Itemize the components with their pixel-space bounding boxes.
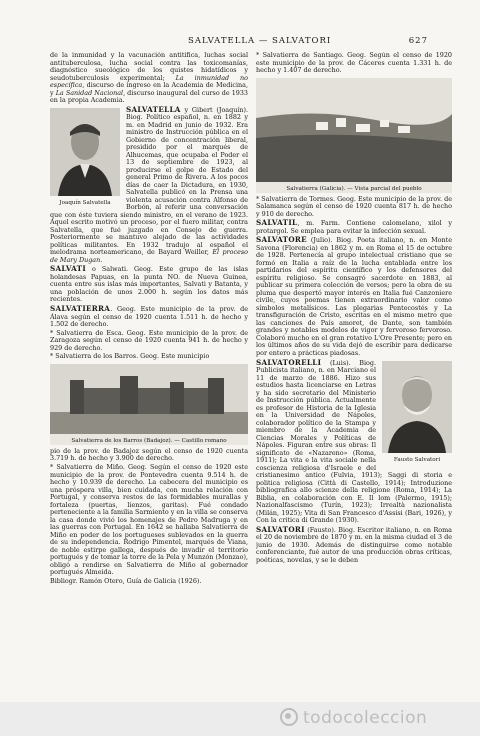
portrait-caption-right: Fausto Salvatori <box>393 457 441 464</box>
entry-text: . Geog. Este municipio de la prov. de Álava según el censo de 1920 cuenta 1.511 h. de hecho y 1.502 de derecho. <box>50 305 248 329</box>
entry-text: (Julio). Biog. Poeta italiano, n. en Monte Savona (Florencia) en 1862 y m. en Roma el 15 de octubre de 1928. Pertenecía al grupo intelectual cristiano que se formó en Italia a raíz de la lucha entablada entre los partidarios del espíritu científico y los defensores del espíritu religioso. Se consagró sacerdote en 1883, al publicar su primera colección de versos; pero la obra de su pluma que despertó mayor interés en Italia fué Canzoniere civile, cuyos poemas tienen extraordinario valor como símbolos metalísicos. Las plegarias Pentecostés y La transfiguración de Cristo, escritas en el mismo metro que las canciones de País amoret, de Dante, son también grandes y notables modelos de vigor y fervoroso fervoroso. Colaboró mucho en el gran rotativo L'Ore Presente; pero en los últimos años de su vida dejó de escribir para dedicarse por entero a prácticas piadosas. <box>256 236 452 357</box>
entry-salvatore <box>256 236 452 357</box>
headword: SALVATIL <box>256 218 298 228</box>
watermark-text: todocoleccion <box>303 708 428 728</box>
bibliography: Bibliogr. Ramón Otero, Guía de Galicia (1926). <box>50 576 202 585</box>
entry-salvatierra <box>50 305 248 329</box>
entry-barros-cont: pio de la prov. de Badajoz según el censo de 1920 cuenta 3.719 h. de hecho y 3.900 de derecho. <box>50 446 248 463</box>
village-caption: Salvatierra (Galicia). — Vista parcial del pueblo <box>286 186 422 192</box>
entry-salvati <box>50 265 248 304</box>
entry-salvatorelli <box>256 359 452 525</box>
village-figure <box>256 78 452 193</box>
headword: SALVATORELLI <box>256 357 322 367</box>
portrait-figure-right <box>382 361 452 464</box>
text: , discurso de ingreso en la Academia de Medicina, y <box>50 81 248 97</box>
village-photo <box>256 78 452 182</box>
watermark-logo-icon <box>280 708 298 726</box>
portrait-caption: Joaquín Salvatella <box>59 200 111 207</box>
entry-salvatierra-mino: * Salvatierra de Miño. Geog. Según el censo de 1920 este municipio de la prov. de Pontevedra cuenta 9.514 h. de hecho y 10.939 de derecho. La cabecera del municipio es una próspera villa, bien cuidada, con mucha relación con Portugal, y conserva restos de las formidables murallas y fortaleza (puertas, lienzos, garitas). Fué condado perteneciente a la familia Sarmiento y en la villa se conserva la casa donde vivió los homenajes de Pedro Madruga y en las guerras con Portugal. En 1642 se hallaba Salvatierra de Miño en poder de los portugueses sublevados en la guerra de su independencia. Rodrigo Pimentel, marqués de Viana, de noble estirpe gallega, después de invadir el territorio portugués y de tomar la torre de la Pela y Munzón (Monzao), obligó a rendirse en Salvatierra de Miño al gobernador portugués Almeida. <box>50 463 248 577</box>
italic-title: La Sanidad Nacional <box>55 88 124 97</box>
left-column <box>50 52 248 704</box>
entry-salvatierra-esca: * Salvatierra de Esca. Geog. Este municipio de la prov. de Zaragoza según el censo de 1920 cuenta 941 h. de hecho y 929 de derecho. <box>50 328 248 352</box>
page-number: 627 <box>408 36 428 46</box>
castle-caption: Salvatierra de los Barros (Badajoz). — Castillo romano <box>71 438 227 445</box>
entry-salvatori <box>256 526 452 565</box>
entry-salvatierra-tormes: * Salvatierra de Tormes. Geog. Este municipio de la prov. de Salamanca según el censo de 1920 cuenta 817 h. de hecho y 910 de derecho. <box>256 194 452 218</box>
headword: SALVATI <box>50 264 86 274</box>
portrait-photo-right <box>382 361 452 453</box>
entry-salvatella: Joaquín Salvatella SALVATELLA y Gibert (Joaquín). Biog. Político español, n. en 1882 y m. en Madrid en junio de 1932. Era ministro de Instrucción pública en el Gobierno de concentración liberal, presidido por el marqués de Alhucemas, que ocupaba el Poder el 13 de septiembre de 1923, al producirse el golpe de Estado del general Primo de Rivera. A los pocos días de caer la Dictadura, en 1930, Salvatella publicó en la Prensa una violenta acusación contra Alfonso de Borbón, al referir una conversación que con éste tuviera siendo ministro, en el verano de 1923. Aquel escrito motivó un proceso, por el fuero militar, contra Salvatella, que fué juzgado en Consejo de guerra. Posteriormente se mantuvo alejado de las actividades políticas militantes. En 1932 tradujo al español el melodrama norteamericano, de Bayard Weiller, El proceso de Mary Dugan. <box>50 104 248 264</box>
italic-title: El proceso de Mary Dugan <box>50 248 248 264</box>
entry-salvatierra-santiago: * Salvatierra de Santiago. Geog. Según el censo de 1920 este municipio de la prov. de Cáceres cuenta 1.331 h. de hecho y 1.407 de derecho. <box>256 52 452 74</box>
right-column <box>256 52 452 704</box>
entry-text: (Fausto). Biog. Escritor italiano, n. en Roma el 20 de noviembre de 1870 y m. en la misma ciudad el 3 de junio de 1930. Además de distinguirse como notable conferenciante, fué autor de una producción obras críticas, poéticas, novelas, y se le deben <box>256 525 452 564</box>
portrait-figure <box>50 108 120 207</box>
italic-title: La inmunidad no específica <box>50 73 248 89</box>
portrait-photo <box>50 108 120 196</box>
entry-text: o Salwati. Geog. Este grupo de las islas holandesas Papuas, en la punta NO. de Nueva Guinea, cuenta entre sus islas más importantes, Salvati y Batanta, y una población de unos 2.000 h. según los datos más recientes. <box>50 265 248 304</box>
watermark <box>280 708 427 728</box>
headword: SALVATIERRA <box>50 304 111 314</box>
text: , discurso inaugural del curso de 1933 en la propia Academia. <box>50 88 248 104</box>
entry-text: (Luis). Biog. Publicista italiano, n. en Marciano el 11 de marzo de 1886. Hizo sus estudios hasta licenciarse en Letras y ha sido secretario del Ministerio de Instrucción pública. Actualmente es profesor de Historia de la Iglesia en la Universidad de Nápoles, colaborador político de la Stampa y miembro de la Academia de Ciencias Morales y Políticas de Nápoles. Figuran entre sus obras: Il significato de «Nazareno» (Roma, 1911); La vita e la vita sociale nella coscienza religiosa d'Israele e del cristianesimo antico (Fulvia, 1913); Saggi di storia e politica religiosa (Città di Castello, 1914); Introduzione bibliografica allo scienze della religione (Roma, 1914); La Biblia, en colaboración con E. Il lom (Palermo, 1915); Nazionalfascismo (Turín, 1923); Irrealtà nazionalista (Milán, 1925); Vita di San Francesco d'Assisi (Bari, 1926), y Con la critica di Grande (1930). <box>256 358 452 525</box>
castle-photo <box>50 364 248 434</box>
headword: SALVATORI <box>256 524 305 534</box>
headword: SALVATORE <box>256 235 307 245</box>
castle-figure <box>50 364 248 445</box>
entry-salvatil <box>256 219 452 235</box>
paragraph <box>50 52 248 105</box>
entry-text: y Gibert (Joaquín). Biog. Político español, n. en 1882 y m. en Madrid en junio de 1932. Era ministro de Instrucción pública en el Gobierno de concentración liberal, presidido por el marqués de Alhucemas, que ocupaba el Poder el 13 de septiembre de 1923, al producirse el golpe de Estado del general Primo de Rivera. A los pocos días de caer la Dictadura, en 1930, Salvatella publicó en la Prensa una violenta acusación contra Alfonso de Borbón, al referir una conversación que con éste tuviera siendo ministro, en el verano de 1923. Aquel escrito motivó un proceso, por el fuero militar, contra Salvatella, que fué juzgado en Consejo de guerra. Posteriormente se mantuvo alejado de las actividades políticas militantes. En 1932 tradujo al español el melodrama norteamericano, de Bayard Weiller, <box>50 105 248 257</box>
entry-text: , m. Farm. Contiene calomelano, xilol y protargol. Se emplea para evitar la infección sexual. <box>256 219 452 235</box>
entry-salvatierra-barros: * Salvatierra de los Barros. Geog. Este municipio <box>50 352 210 361</box>
running-header <box>48 36 428 48</box>
running-title: SALVATELLA — SALVATORI <box>188 36 332 46</box>
headword: SALVATELLA <box>126 104 181 114</box>
text: de la inmunidad y la vacunación antitífica, luchas social antituberculosa, lucha social contra las toxicomanías, diagnóstico sueológico de los quistes hidatídicos y seudotuberculosis experimental; <box>50 52 248 82</box>
